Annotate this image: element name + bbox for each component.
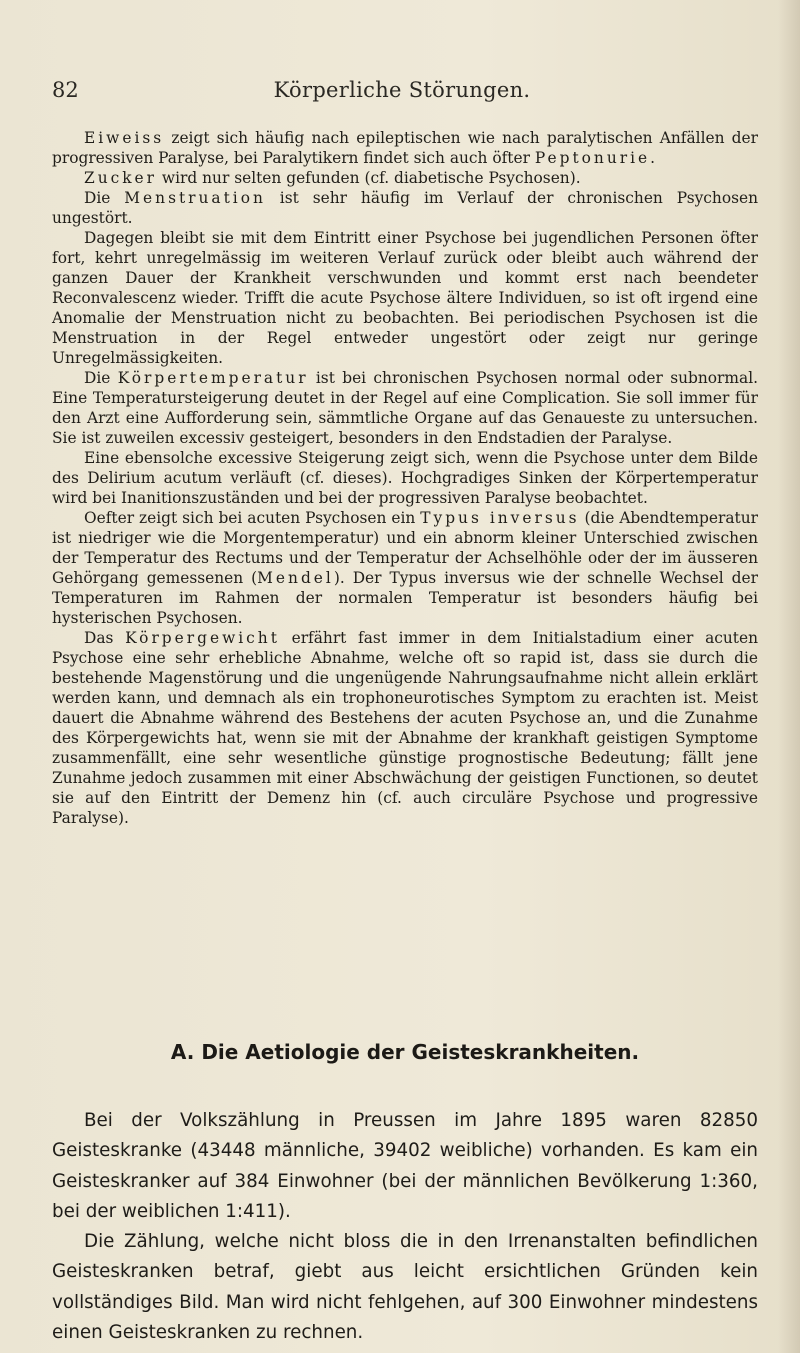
paragraph-steigerung: Eine ebensolche excessive Steigerung zeigt sich, wenn die Psychose unter dem Bilde des Delirium acutum verläuft (cf. dieses). Hochgradiges Sinken der Körpertemperatur wird bei Inanitionszuständen und bei der progressiven Paralyse beobachtet. — [52, 449, 758, 507]
running-title: Körperliche Störungen. — [273, 78, 531, 102]
paragraph-zucker: Zucker wird nur selten gefunden (cf. diabetische Psychosen). — [84, 169, 581, 187]
spaced-term: Körpertemperatur — [117, 369, 309, 387]
body-text-large — [52, 1106, 758, 1348]
spaced-term: Körpergewicht — [125, 629, 280, 647]
paragraph-koerpergewicht: Das Körpergewicht erfährt fast immer in dem Initialstadium einer acuten Psychose eine sehr erhebliche Abnahme, welche oft so rapid ist, dass sie durch die bestehende Magenstörung und die ungenügende Nahrungsaufnahme nicht allein erklärt werden kann, und demnach als ein trophoneurotisches Symptom zu erachten ist. Meist dauert die Abnahme während des Bestehens der acuten Psychose an, und die Zunahme des Körpergewichts hat, wenn sie mit der Abnahme der krankhaft geistigen Symptome zusammenfällt, eine sehr wesentliche günstige prognostische Bedeutung; fällt jene Zunahme jedoch zusammen mit einer Abschwächung der geistigen Functionen, so deutet sie auf den Eintritt der Demenz hin (cf. auch circuläre Psychose und progressive Paralyse). — [52, 629, 758, 827]
paragraph-eiweiss: Eiweiss zeigt sich häufig nach epileptischen wie nach paralytischen Anfällen der progressiven Paralyse, bei Paralytikern findet sich auch öfter Peptonurie. — [52, 129, 758, 167]
spaced-term: Menstruation — [124, 189, 266, 207]
spaced-term: Mendel — [257, 569, 334, 587]
paragraph-dagegen: Dagegen bleibt sie mit dem Eintritt einer Psychose bei jugendlichen Personen öfter fort, kehrt unregelmässig im weiteren Verlauf zurück oder bleibt auch während der ganzen Dauer der Krankheit verschwunden und kommt erst nach beendeter Reconvalescenz wieder. Trifft die acute Psychose ältere Individuen, so ist oft irgend eine Anomalie der Menstruation nicht zu beobachten. Bei periodischen Psychosen ist die Menstruation in der Regel entweder ungestört oder zeigt nur geringe Unregelmässigkeiten. — [52, 229, 758, 367]
page-number: 82 — [52, 78, 79, 102]
page-edge-shadow — [778, 0, 800, 1353]
paragraph-menstruation: Die Menstruation ist sehr häufig im Verlauf der chronischen Psychosen ungestört. — [52, 189, 759, 227]
spaced-term: Eiweiss — [84, 129, 165, 147]
page-header — [52, 78, 752, 108]
paragraph-typus-inversus: Oefter zeigt sich bei acuten Psychosen ein Typus inversus (die Abendtemperatur ist niedriger wie die Morgentemperatur) und ein abnorm kleiner Unterschied zwischen der Temperatur des Rectums und der Temperatur der Achselhöhle oder der im äusseren Gehörgang gemessenen (Mendel). Der Typus inversus wie der schnelle Wechsel der Temperaturen im Rahmen der normalen Temperatur ist besonders häufig bei hysterischen Psychosen. — [52, 509, 758, 627]
section-heading: A. Die Aetiologie der Geisteskrankheiten. — [170, 1040, 640, 1064]
paragraph-zaehlung: Die Zählung, welche nicht bloss die in den Irrenanstalten befindlichen Geisteskranken betraf, giebt aus leicht ersichtlichen Gründen kein vollständiges Bild. Man wird nicht fehlgehen, auf 300 Einwohner mindestens einen Geisteskranken zu rechnen. — [52, 1231, 758, 1344]
paragraph-koerpertemperatur: Die Körpertemperatur ist bei chronischen Psychosen normal oder subnormal. Eine Temperatursteigerung deutet in der Regel auf eine Complication. Sie soll immer für den Arzt eine Aufforderung sein, sämmtliche Organe auf das Genaueste zu untersuchen. Sie ist zuweilen excessiv gesteigert, besonders in den Endstadien der Paralyse. — [52, 369, 759, 447]
spaced-term: Zucker — [84, 169, 158, 187]
body-text-small — [52, 128, 758, 828]
spaced-term: Peptonurie — [534, 149, 651, 167]
spaced-term: Typus inversus — [420, 509, 580, 527]
paragraph-volkszaehlung: Bei der Volkszählung in Preussen im Jahre 1895 waren 82850 Geisteskranke (43448 männliche, 39402 weibliche) vorhanden. Es kam ein Geisteskranker auf 384 Einwohner (bei der männlichen Bevölkerung 1:360, bei der weiblichen 1:411). — [52, 1110, 758, 1222]
